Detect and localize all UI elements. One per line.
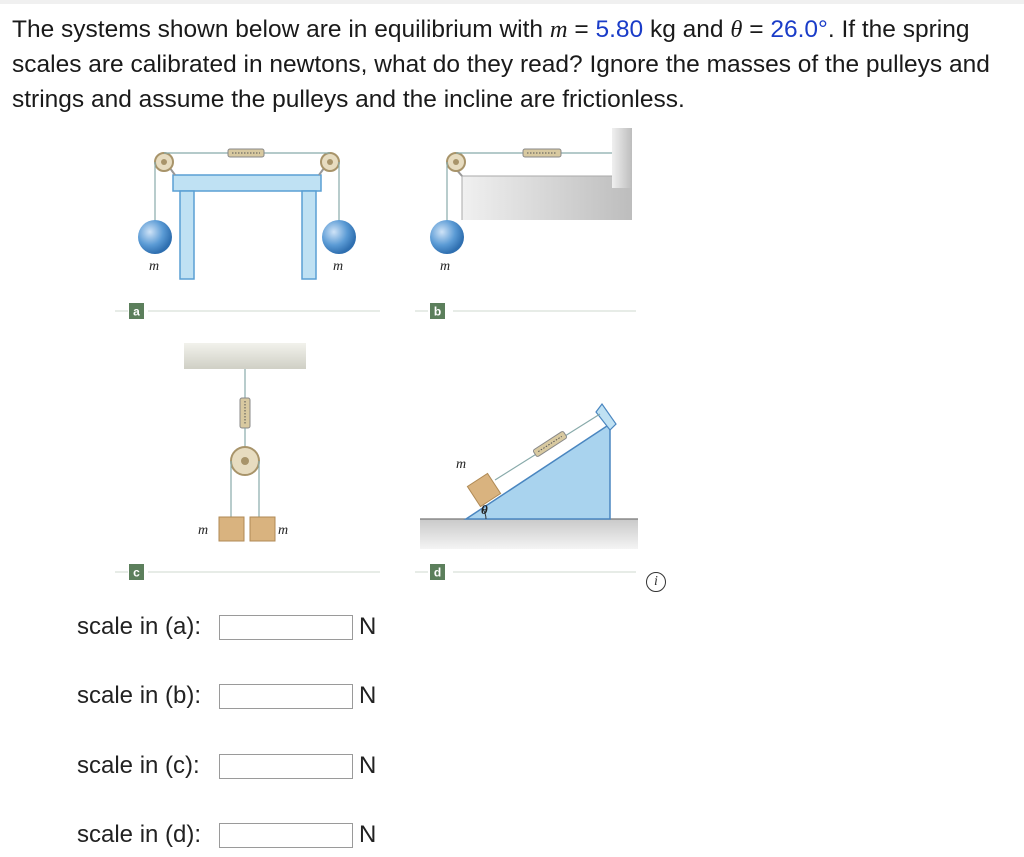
scale-b-input[interactable] <box>219 684 353 709</box>
mass-label: m <box>333 259 344 274</box>
info-icon[interactable]: i <box>646 572 666 592</box>
panel-label-b: b <box>433 304 442 319</box>
theta-value: 26.0° <box>770 16 828 43</box>
answer-label-c: scale in (c): <box>77 752 200 779</box>
angle-label: θ <box>481 502 488 517</box>
theta-symbol: θ <box>730 16 743 43</box>
scale-a-input[interactable] <box>219 615 353 640</box>
scale-c-input[interactable] <box>219 754 353 779</box>
panel-label-a: a <box>133 304 140 319</box>
answer-label-a: scale in (a): <box>77 613 202 640</box>
question-part3: . If the spring scales are calibrated in newtons, what do they read? Ignore the masses of the pulleys and strings and assume the pulleys and the incline are frictionless. <box>12 16 990 113</box>
question-part1: The systems shown below are in equilibrium with <box>12 16 550 43</box>
equals-sign: = <box>567 16 596 43</box>
unit-a: N <box>359 613 377 640</box>
panel-label-d: d <box>433 565 442 580</box>
unit-d: N <box>359 821 377 848</box>
equals-sign: = <box>742 16 771 43</box>
unit-b: N <box>359 682 377 709</box>
answer-row-c <box>77 746 376 786</box>
mass-label: m <box>198 523 209 538</box>
mass-label: m <box>278 523 289 538</box>
scale-d-input[interactable] <box>219 823 353 848</box>
answer-row-b <box>77 676 376 716</box>
answer-row-a <box>77 607 376 647</box>
answer-row-d <box>77 815 376 855</box>
answer-label-b: scale in (b): <box>77 682 202 709</box>
mass-symbol: m <box>549 16 568 43</box>
answer-label-d: scale in (d): <box>77 821 202 848</box>
mass-label: m <box>456 457 467 472</box>
mass-label: m <box>149 259 160 274</box>
mass-label: m <box>440 259 451 274</box>
mass-value: 5.80 <box>595 16 644 43</box>
panel-label-c: c <box>133 565 140 580</box>
question-part2: kg and <box>643 16 731 43</box>
unit-c: N <box>359 752 377 779</box>
